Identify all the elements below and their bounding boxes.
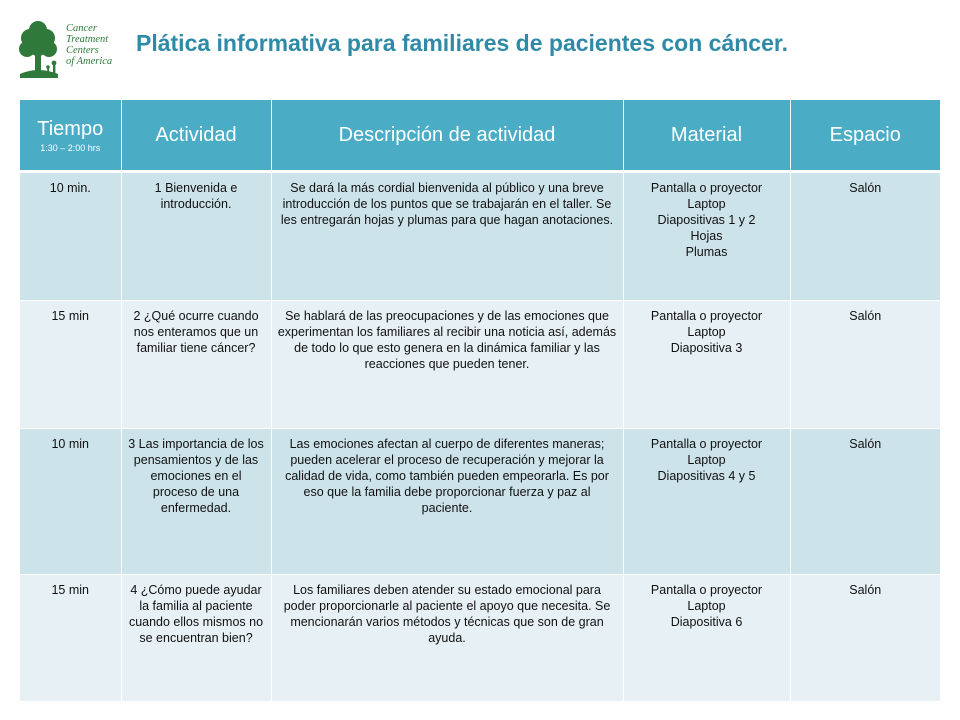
cell-actividad: 3 Las importancia de los pensamientos y de las emociones en el proceso de una enfermedad. — [121, 429, 271, 575]
cell-tiempo: 10 min — [20, 429, 121, 575]
material-item: Laptop — [687, 325, 726, 339]
logo — [18, 16, 130, 82]
cell-descripcion: Las emociones afectan al cuerpo de diferentes maneras; pueden acelerar el proceso de recuperación y mejorar la calidad de vida, como también pueden empeorarla. Es por eso que la familia debe proporcionar fuerza y paz al paciente. — [271, 429, 623, 575]
material-item: Laptop — [687, 453, 726, 467]
header-tiempo-range: 1:30 – 2:00 hrs — [40, 142, 101, 153]
cell-material — [623, 301, 790, 429]
material-item: Pantalla o proyector — [650, 583, 763, 597]
tree-logo-icon — [18, 16, 70, 82]
header-material: Material — [623, 100, 790, 172]
material-item: Diapositivas 4 y 5 — [657, 469, 756, 483]
header-espacio: Espacio — [790, 100, 940, 172]
cell-espacio: Salón — [790, 301, 940, 429]
cell-actividad: 2 ¿Qué ocurre cuando nos enteramos que un familiar tiene cáncer? — [121, 301, 271, 429]
logo-wordmark — [66, 23, 112, 67]
schedule-table — [20, 100, 940, 702]
logo-line: Treatment — [66, 34, 109, 45]
cell-descripcion: Se dará la más cordial bienvenida al público y una breve introducción de los puntos que se trabajarán en el taller. Se les entregarán hojas y plumas para que hagan anotaciones. — [271, 172, 623, 301]
logo-line: Cancer — [66, 23, 97, 34]
table-row — [20, 575, 940, 702]
material-item: Pantalla o proyector — [650, 309, 763, 323]
table-header-row — [20, 100, 940, 172]
cell-espacio: Salón — [790, 575, 940, 702]
logo-line: Centers — [66, 45, 99, 56]
table-row — [20, 172, 940, 301]
material-item: Pantalla o proyector — [650, 181, 763, 195]
cell-tiempo: 10 min. — [20, 172, 121, 301]
cell-material — [623, 172, 790, 301]
cell-actividad: 4 ¿Cómo puede ayudar la familia al paciente cuando ellos mismos no se encuentran bien? — [121, 575, 271, 702]
material-item: Hojas — [690, 229, 723, 243]
material-item: Laptop — [687, 599, 726, 613]
cell-actividad: 1 Bienvenida e introducción. — [121, 172, 271, 301]
cell-material — [623, 575, 790, 702]
cell-espacio: Salón — [790, 172, 940, 301]
cell-tiempo: 15 min — [20, 301, 121, 429]
table-row — [20, 429, 940, 575]
header-descripcion: Descripción de actividad — [271, 100, 623, 172]
material-item: Diapositivas 1 y 2 — [657, 213, 756, 227]
header-tiempo-label: Tiempo — [37, 117, 104, 140]
header-actividad: Actividad — [121, 100, 271, 172]
material-item: Diapositiva 3 — [670, 341, 743, 355]
material-item: Pantalla o proyector — [650, 437, 763, 451]
page-title: Plática informativa para familiares de pacientes con cáncer. — [136, 30, 788, 56]
material-item: Laptop — [687, 197, 726, 211]
cell-tiempo: 15 min — [20, 575, 121, 702]
table-row — [20, 301, 940, 429]
logo-line: of America — [66, 56, 113, 67]
material-item: Plumas — [685, 245, 728, 259]
cell-espacio: Salón — [790, 429, 940, 575]
cell-material — [623, 429, 790, 575]
cell-descripcion: Se hablará de las preocupaciones y de las emociones que experimentan los familiares al recibir una noticia así, además de todo lo que esto genera en la dinámica familiar y las reacciones que pueden tener. — [271, 301, 623, 429]
material-item: Diapositiva 6 — [670, 615, 743, 629]
header-tiempo — [20, 100, 121, 172]
cell-descripcion: Los familiares deben atender su estado emocional para poder proporcionarle al paciente el apoyo que necesita. Se mencionarán varios métodos y técnicas que son de gran ayuda. — [271, 575, 623, 702]
